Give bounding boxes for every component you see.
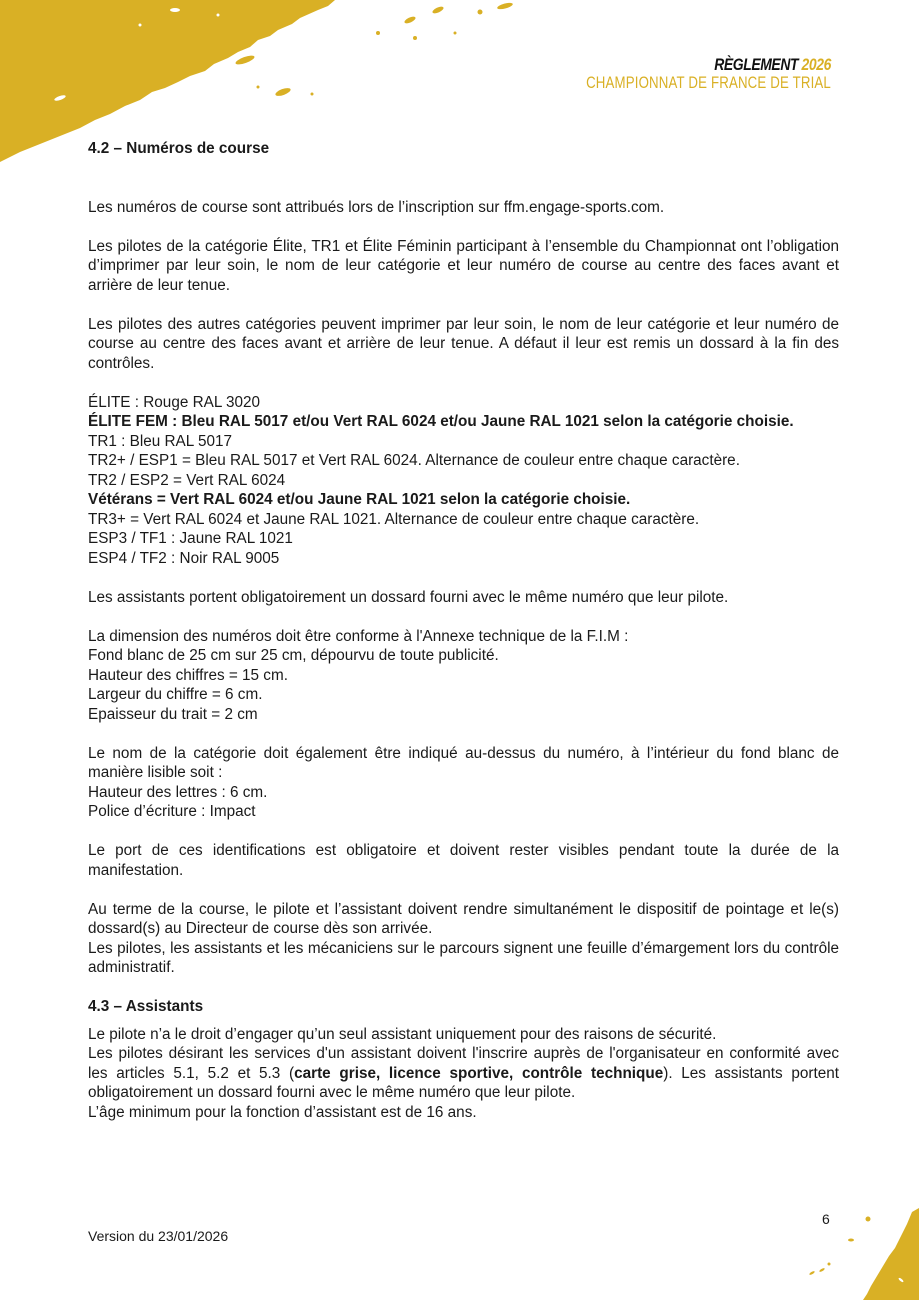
paragraph <box>88 1044 839 1103</box>
category-name-line: Hauteur des lettres : 6 cm. <box>88 783 268 801</box>
category-color-item: TR1 : Bleu RAL 5017 <box>88 432 232 450</box>
dimension-line: La dimension des numéros doit être conforme à l'Annexe technique de la F.I.M : <box>88 627 629 645</box>
paragraph: Les pilotes des autres catégories peuvent imprimer par leur soin, le nom de leur catégorie et leur numéro de course au centre des faces avant et arrière de leur tenue. A défaut il leur est remis un dossard à la fin des contrôles. <box>88 315 839 372</box>
section-heading-4-2: 4.2 – Numéros de course <box>88 140 270 157</box>
footer-version: Version du 23/01/2026 <box>88 1228 229 1244</box>
dimension-line: Largeur du chiffre = 6 cm. <box>88 686 263 703</box>
header-title-year: 2026 <box>801 55 831 74</box>
category-name-line: Le nom de la catégorie doit également être indiqué au-dessus du numéro, à l’intérieur du fond blanc de manière lisible soit : <box>88 744 839 781</box>
paragraph: Les assistants portent obligatoirement un dossard fourni avec le même numéro que leur pilote. <box>88 588 729 606</box>
paragraph: Les pilotes de la catégorie Élite, TR1 et Élite Féminin participant à l’ensemble du Championnat ont l’obligation d’imprimer par leur soin, le nom de leur catégorie et leur numéro de course au centre des faces avant et arrière de leur tenue. <box>88 237 839 294</box>
category-name-rules <box>88 744 839 822</box>
category-color-item: ÉLITE : Rouge RAL 3020 <box>88 393 261 411</box>
category-color-item: ÉLITE FEM : Bleu RAL 5017 et/ou Vert RAL 6024 et/ou Jaune RAL 1021 selon la catégorie choisie. <box>88 413 794 430</box>
page-number: 6 <box>822 1211 830 1227</box>
category-name-line: Police d’écriture : Impact <box>88 803 256 820</box>
document-header <box>517 56 831 92</box>
dimensions-list <box>88 627 839 725</box>
header-subtitle: CHAMPIONNAT DE FRANCE DE TRIAL <box>586 72 831 92</box>
category-color-item: TR3+ = Vert RAL 6024 et Jaune RAL 1021. Alternance de couleur entre chaque caractère. <box>88 510 700 528</box>
paragraph: Les pilotes, les assistants et les mécaniciens sur le parcours signent une feuille d’émargement lors du contrôle administratif. <box>88 939 839 976</box>
dimension-line: Hauteur des chiffres = 15 cm. <box>88 666 288 684</box>
header-title <box>574 56 831 74</box>
paragraph-text: ). Les assistants portent obligatoirement un dossard fourni avec le même numéro que leur pilote. <box>88 1064 839 1101</box>
gold-brush-decoration-bottom <box>749 1190 919 1300</box>
paragraph-text: Les pilotes désirant les services d'un assistant doivent l'inscrire auprès de l'organisateur en conformité avec les articles 5.1, 5.2 et 5.3 ( <box>88 1045 839 1082</box>
document-body <box>88 139 839 1122</box>
paragraph: Les numéros de course sont attribués lors de l’inscription sur ffm.engage-sports.com. <box>88 198 665 216</box>
paragraph: Le pilote n’a le droit d’engager qu’un seul assistant uniquement pour des raisons de sécurité. <box>88 1025 717 1043</box>
header-title-word: RÈGLEMENT <box>714 55 799 74</box>
category-color-item: Vétérans = Vert RAL 6024 et/ou Jaune RAL 1021 selon la catégorie choisie. <box>88 491 631 508</box>
category-colors-list <box>88 393 839 569</box>
category-color-item: TR2+ / ESP1 = Bleu RAL 5017 et Vert RAL 6024. Alternance de couleur entre chaque caractère. <box>88 452 740 469</box>
paragraph: Au terme de la course, le pilote et l’assistant doivent rendre simultanément le dispositif de pointage et le(s) dossard(s) au Directeur de course dès son arrivée. <box>88 900 839 937</box>
section-heading-4-3: 4.3 – Assistants <box>88 998 204 1015</box>
category-color-item: TR2 / ESP2 = Vert RAL 6024 <box>88 471 286 489</box>
paragraph: Le port de ces identifications est obligatoire et doivent rester visibles pendant toute la durée de la manifestation. <box>88 842 839 879</box>
dimension-line: Fond blanc de 25 cm sur 25 cm, dépourvu de toute publicité. <box>88 647 499 664</box>
category-color-item: ESP3 / TF1 : Jaune RAL 1021 <box>88 530 293 547</box>
paragraph: L’âge minimum pour la fonction d’assistant est de 16 ans. <box>88 1103 477 1121</box>
category-color-item: ESP4 / TF2 : Noir RAL 9005 <box>88 549 280 567</box>
paragraph-bold-text: carte grise, licence sportive, contrôle technique <box>294 1064 664 1082</box>
dimension-line: Epaisseur du trait = 2 cm <box>88 705 258 723</box>
